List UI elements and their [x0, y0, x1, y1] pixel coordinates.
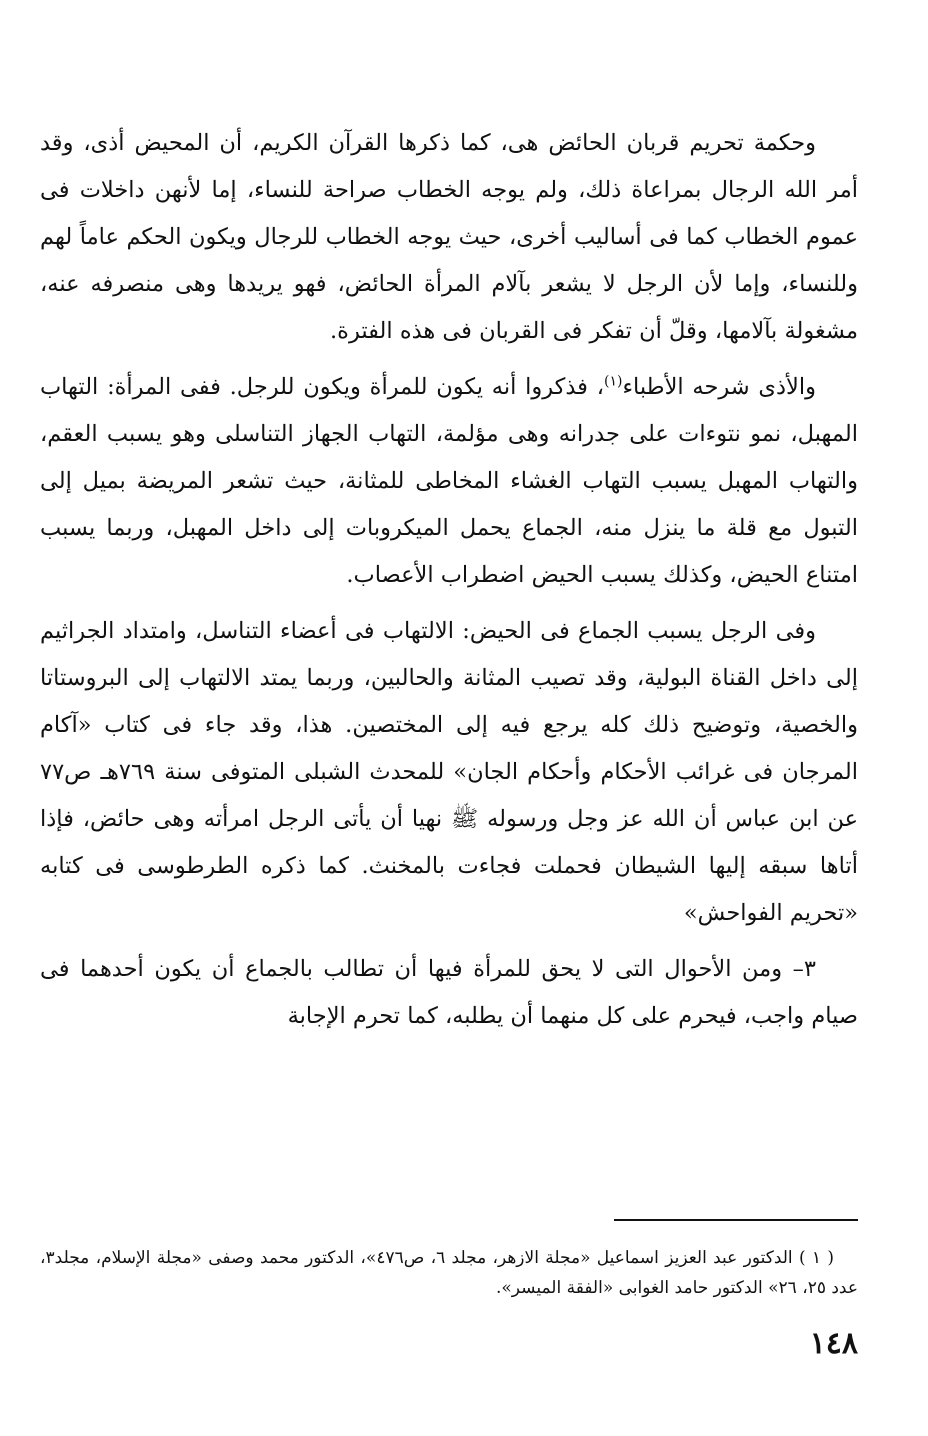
footnote-text: ( ١ ) الدكتور عبد العزيز اسماعيل «مجلة الازهر، مجلد ٦، ص٤٧٦»، الدكتور محمد وصفى «مجلة الإسلام، مجلد٣، عدد ٢٥، ٢٦» الدكتور حامد الغوابى «الفقة الميسر». [40, 1248, 858, 1298]
page-number: ١٤٨ [809, 1326, 858, 1361]
paragraph-fasting: ٣– ومن الأحوال التى لا يحق للمرأة فيها أن تطالب بالجماع أن يكون أحدهما فى صيام واجب، فيحرم على كل منهما أن يطلبه، كما تحرم الإجابة [40, 956, 858, 1029]
footnote-marker: (١) [603, 373, 623, 390]
paragraph-men: وفى الرجل يسبب الجماع فى الحيض: الالتهاب فى أعضاء التناسل، وامتداد الجراثيم إلى داخل القناة البولية، وقد تصيب المثانة والحالبين، وربما يمتد الالتهاب إلى البروستاتا والخصية، وتوضيح ذلك كله يرجع فيه إلى المختصين. هذا، وقد جاء فى كتاب «آكام المرجان فى غرائب الأحكام وأحكام الجان» للمحدث الشبلى المتوفى سنة ٧٦٩هـ ص٧٧ عن ابن عباس أن الله عز وجل ورسوله ﷺ نهيا أن يأتى الرجل امرأته وهى حائض، فإذا أتاها سبقه إليها الشيطان فحملت فجاءت بالمخنث. كما ذكره الطرطوسى فى كتابه «تحريم الفواحش» [40, 618, 859, 926]
paragraph-doctors-rest: ، فذكروا أنه يكون للمرأة ويكون للرجل. ففى المرأة: التهاب المهبل، نمو نتوءات على جدرانه وهى مؤلمة، التهاب الجهاز التناسلى وهو يسبب العقم، والتهاب المهبل يسبب التهاب الغشاء المخاطى للمثانة، حيث تشعر المريضة بميل إلى التبول مع قلة ما ينزل منه، الجماع يحمل الميكروبات إلى داخل المهبل، وربما يسبب امتناع الحيض، وكذلك يسبب الحيض اضطراب الأعصاب. [40, 374, 858, 588]
main-text [40, 120, 858, 1040]
paragraph-wisdom: وحكمة تحريم قربان الحائض هى، كما ذكرها القرآن الكريم، أن المحيض أذى، وقد أمر الله الرجال بمراعاة ذلك، ولم يوجه الخطاب صراحة للنساء، إما لأنهن داخلات فى عموم الخطاب كما فى أساليب أخرى، حيث يوجه الخطاب للرجال ويكون الحكم عاماً لهم وللنساء، وإما لأن الرجل لا يشعر بآلام المرأة الحائض، فهو يريدها وهى منصرفه عنه، مشغولة بآلامها، وقلّ أن تفكر فى القربان فى هذه الفترة. [40, 130, 858, 344]
paragraph-doctors [40, 364, 858, 599]
paragraph-doctors-start: والأذى شرحه الأطباء [622, 374, 816, 400]
footnote [40, 1243, 858, 1303]
footnote-divider [614, 1219, 858, 1221]
